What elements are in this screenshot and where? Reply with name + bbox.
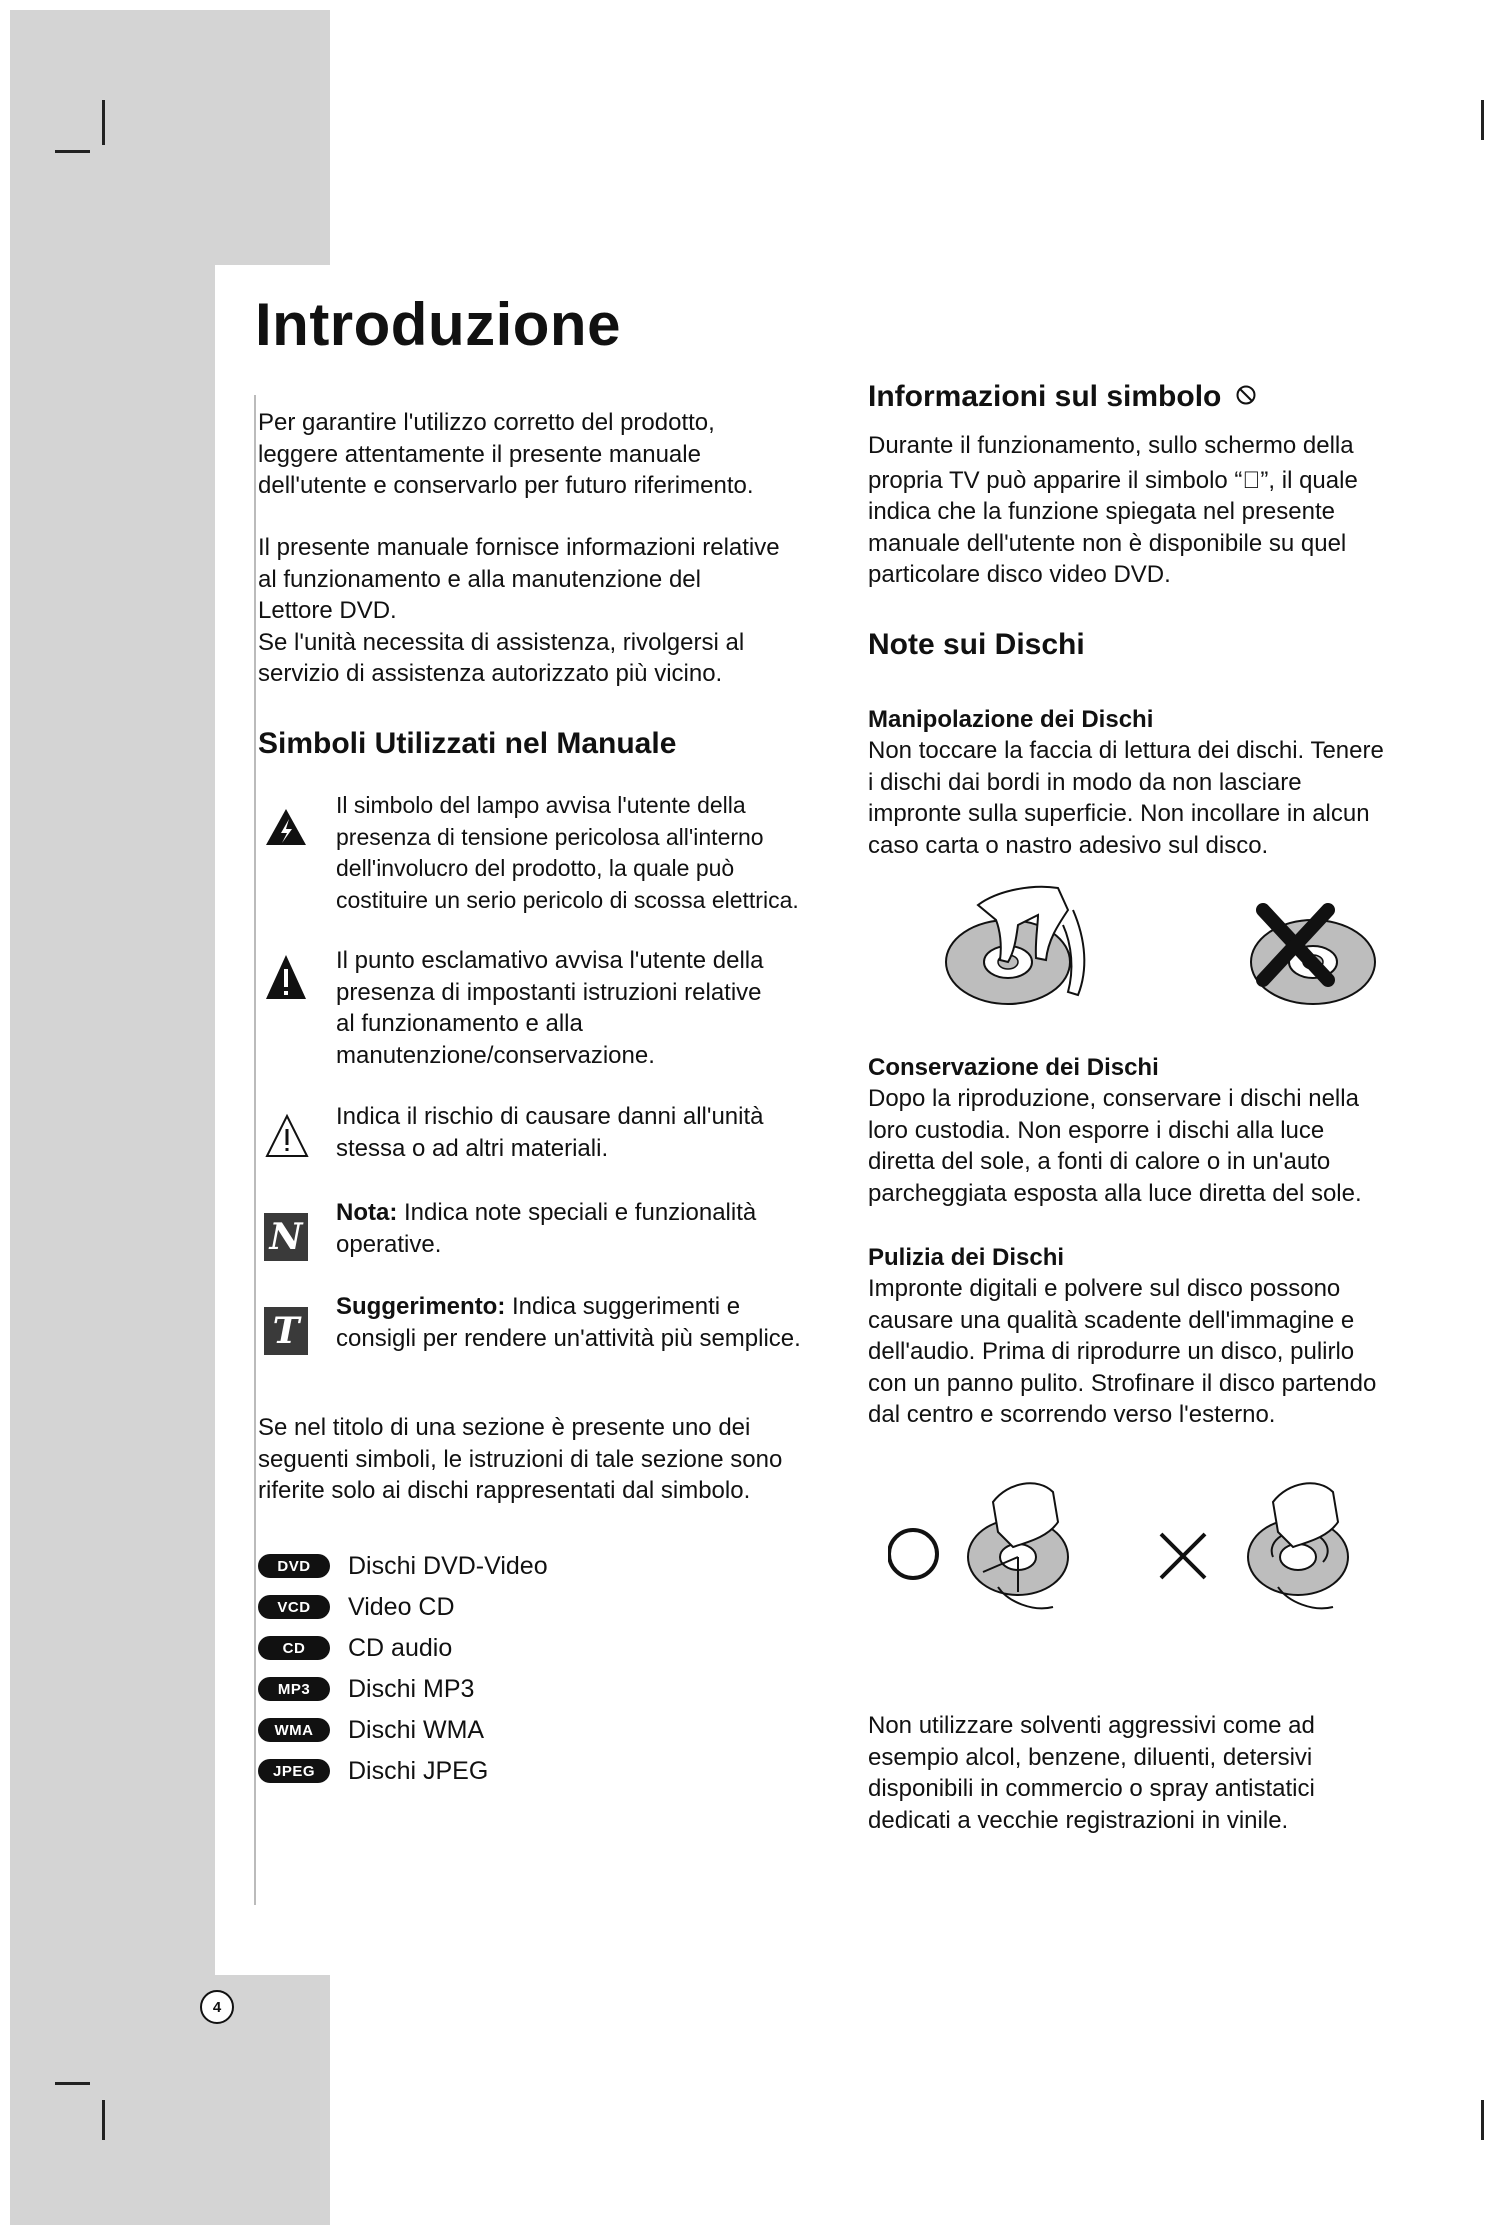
- text-line: disponibili in commercio o spray antistatici: [868, 1775, 1315, 1802]
- text-line: dal centro e scorrendo verso l'esterno.: [868, 1401, 1276, 1428]
- disc-type-row: [258, 1754, 488, 1788]
- dvd-badge: DVD: [258, 1554, 330, 1578]
- text-line: loro custodia. Non esporre i dischi alla luce: [868, 1116, 1325, 1144]
- intro-paragraph: [258, 407, 848, 502]
- text-line: servizio di assistenza autorizzato più vicino.: [258, 660, 723, 687]
- disc-notes-heading: Note sui Dischi: [868, 628, 1085, 661]
- text-line: costituire un serio pericolo di scossa elettrica.: [336, 886, 799, 913]
- disc-type-row: [258, 1713, 484, 1747]
- tip-description: [336, 1291, 801, 1354]
- disc-label: Dischi WMA: [348, 1715, 485, 1744]
- text-line: dell'utente e conservarlo per futuro riferimento.: [258, 472, 754, 499]
- symbol-info-heading: Informazioni sul simbolo: [868, 380, 1222, 413]
- manual-info-paragraph: [258, 532, 848, 690]
- margin-strip-top: [10, 10, 330, 265]
- cleaning-heading: Pulizia dei Dischi: [868, 1244, 1065, 1271]
- disc-type-row: [258, 1590, 455, 1624]
- text-line: Non utilizzare solventi aggressivi come ad: [868, 1712, 1315, 1739]
- text-line: Indica suggerimenti e: [505, 1293, 741, 1320]
- note-label: Nota:: [336, 1199, 398, 1226]
- lightning-warning-icon: [264, 807, 308, 852]
- jpeg-badge: JPEG: [258, 1759, 330, 1783]
- cleaning-section: [868, 1242, 1458, 1431]
- note-icon: N: [264, 1213, 308, 1261]
- page-title: Introduzione: [255, 291, 621, 358]
- text-line: Non toccare la faccia di lettura dei dischi. Tenere: [868, 737, 1384, 764]
- text-line: Il punto esclamativo avvisa l'utente della: [336, 947, 764, 974]
- lightning-description: [336, 790, 799, 916]
- vcd-badge: VCD: [258, 1595, 330, 1619]
- crop-mark: [1481, 100, 1484, 140]
- disc-type-row: [258, 1549, 548, 1583]
- text-line: operative.: [336, 1230, 442, 1258]
- text-line: Per garantire l'utilizzo corretto del prodotto,: [258, 409, 715, 436]
- text-line: esempio alcol, benzene, diluenti, detersivi: [868, 1743, 1313, 1771]
- text-line: presenza di tensione pericolosa all'interno: [336, 823, 764, 850]
- text-line: stessa o ad altri materiali.: [336, 1134, 609, 1162]
- disc-label: Dischi DVD-Video: [348, 1551, 548, 1580]
- tip-icon: T: [264, 1307, 308, 1355]
- crop-mark: [102, 2100, 105, 2140]
- text-line: al funzionamento e alla: [336, 1010, 583, 1037]
- left-column: [254, 395, 846, 1905]
- text-line: particolare disco video DVD.: [868, 561, 1171, 588]
- text-line: Durante il funzionamento, sullo schermo della: [868, 432, 1354, 459]
- incorrect-cleaning-illustration: [1153, 1462, 1363, 1627]
- text-line: parcheggiata esposta alla luce diretta del sole.: [868, 1179, 1362, 1207]
- wma-badge: WMA: [258, 1718, 330, 1742]
- disc-label: CD audio: [348, 1633, 453, 1662]
- text-line: Indica il rischio di causare danni all'unità: [336, 1103, 764, 1130]
- text-line: caso carta o nastro adesivo sul disco.: [868, 831, 1269, 859]
- text-line: leggere attentamente il presente manuale: [258, 440, 701, 468]
- crop-mark: [55, 150, 90, 153]
- text-line: seguenti simboli, le istruzioni di tale sezione sono: [258, 1445, 783, 1473]
- text-line: i dischi dai bordi in modo da non lasciare: [868, 768, 1302, 796]
- exclamation-description: [336, 945, 764, 1071]
- cd-badge: CD: [258, 1636, 330, 1660]
- mp3-badge: MP3: [258, 1677, 330, 1701]
- text-line: manuale dell'utente non è disponibile su quel: [868, 529, 1347, 557]
- handling-heading: Manipolazione dei Dischi: [868, 706, 1154, 733]
- disc-type-row: [258, 1631, 452, 1665]
- incorrect-disc-handling-illustration: [1233, 870, 1393, 1015]
- symbol-info-paragraph: [868, 430, 1458, 591]
- text-line: indica che la funzione spiegata nel presente: [868, 498, 1335, 525]
- text-line: dedicati a vecchie registrazioni in vinile.: [868, 1806, 1289, 1834]
- text-line: diretta del sole, a fonti di calore o in un'auto: [868, 1148, 1331, 1175]
- disc-label: Dischi JPEG: [348, 1756, 489, 1785]
- text-line: con un panno pulito. Strofinare il disco partendo: [868, 1369, 1377, 1397]
- text-line: impronte sulla superficie. Non incollare in alcun: [868, 800, 1370, 827]
- text-line: dell'involucro del prodotto, la quale può: [336, 855, 735, 881]
- storage-section: [868, 1052, 1458, 1209]
- text-line: Impronte digitali e polvere sul disco possono: [868, 1275, 1341, 1302]
- storage-heading: Conservazione dei Dischi: [868, 1054, 1159, 1081]
- text-line: manutenzione/conservazione.: [336, 1041, 655, 1069]
- disc-type-row: [258, 1672, 474, 1706]
- text-line: Il presente manuale fornisce informazioni relative: [258, 534, 780, 561]
- text-line: riferite solo ai dischi rappresentati dal simbolo.: [258, 1477, 751, 1504]
- margin-strip-middle: [10, 265, 215, 1975]
- text-line: Indica note speciali e funzionalità: [397, 1199, 757, 1226]
- crop-mark: [55, 2082, 90, 2085]
- prohibited-icon: [1235, 384, 1257, 411]
- tip-label: Suggerimento:: [336, 1293, 506, 1320]
- text-line: al funzionamento e alla manutenzione del: [258, 565, 701, 593]
- text-line: Lettore DVD.: [258, 597, 397, 624]
- disc-label: Dischi MP3: [348, 1674, 475, 1703]
- text-line: dell'audio. Prima di riprodurre un disco, pulirlo: [868, 1338, 1355, 1365]
- caution-description: [336, 1101, 764, 1164]
- text-line: propria TV può apparire il simbolo “⃠”, il quale: [868, 466, 1358, 494]
- symbol-heading-row: [868, 380, 1257, 414]
- correct-cleaning-illustration: [888, 1462, 1078, 1627]
- text-line: Se l'unità necessita di assistenza, rivolgersi al: [258, 628, 745, 656]
- text-line: Se nel titolo di una sezione è presente uno dei: [258, 1414, 751, 1441]
- margin-strip-bottom: [10, 1975, 330, 2225]
- section-symbols-paragraph: [258, 1412, 848, 1507]
- solvents-paragraph: [868, 1710, 1458, 1836]
- text-line: causare una qualità scadente dell'immagine e: [868, 1306, 1355, 1334]
- correct-disc-handling-illustration: [938, 870, 1108, 1015]
- text-line: presenza di impostanti istruzioni relative: [336, 978, 762, 1006]
- crop-mark: [102, 100, 105, 145]
- exclamation-warning-icon: [264, 953, 308, 1006]
- disc-label: Video CD: [348, 1592, 455, 1621]
- symbols-heading: Simboli Utilizzati nel Manuale: [258, 727, 677, 760]
- caution-outline-icon: [264, 1113, 310, 1164]
- text-line: consigli per rendere un'attività più semplice.: [336, 1324, 801, 1352]
- crop-mark: [1481, 2100, 1484, 2140]
- text-line: Dopo la riproduzione, conservare i dischi nella: [868, 1085, 1359, 1112]
- note-description: [336, 1197, 756, 1260]
- text-line: Il simbolo del lampo avvisa l'utente della: [336, 792, 746, 818]
- handling-section: [868, 704, 1458, 861]
- page-number: 4: [200, 1990, 234, 2024]
